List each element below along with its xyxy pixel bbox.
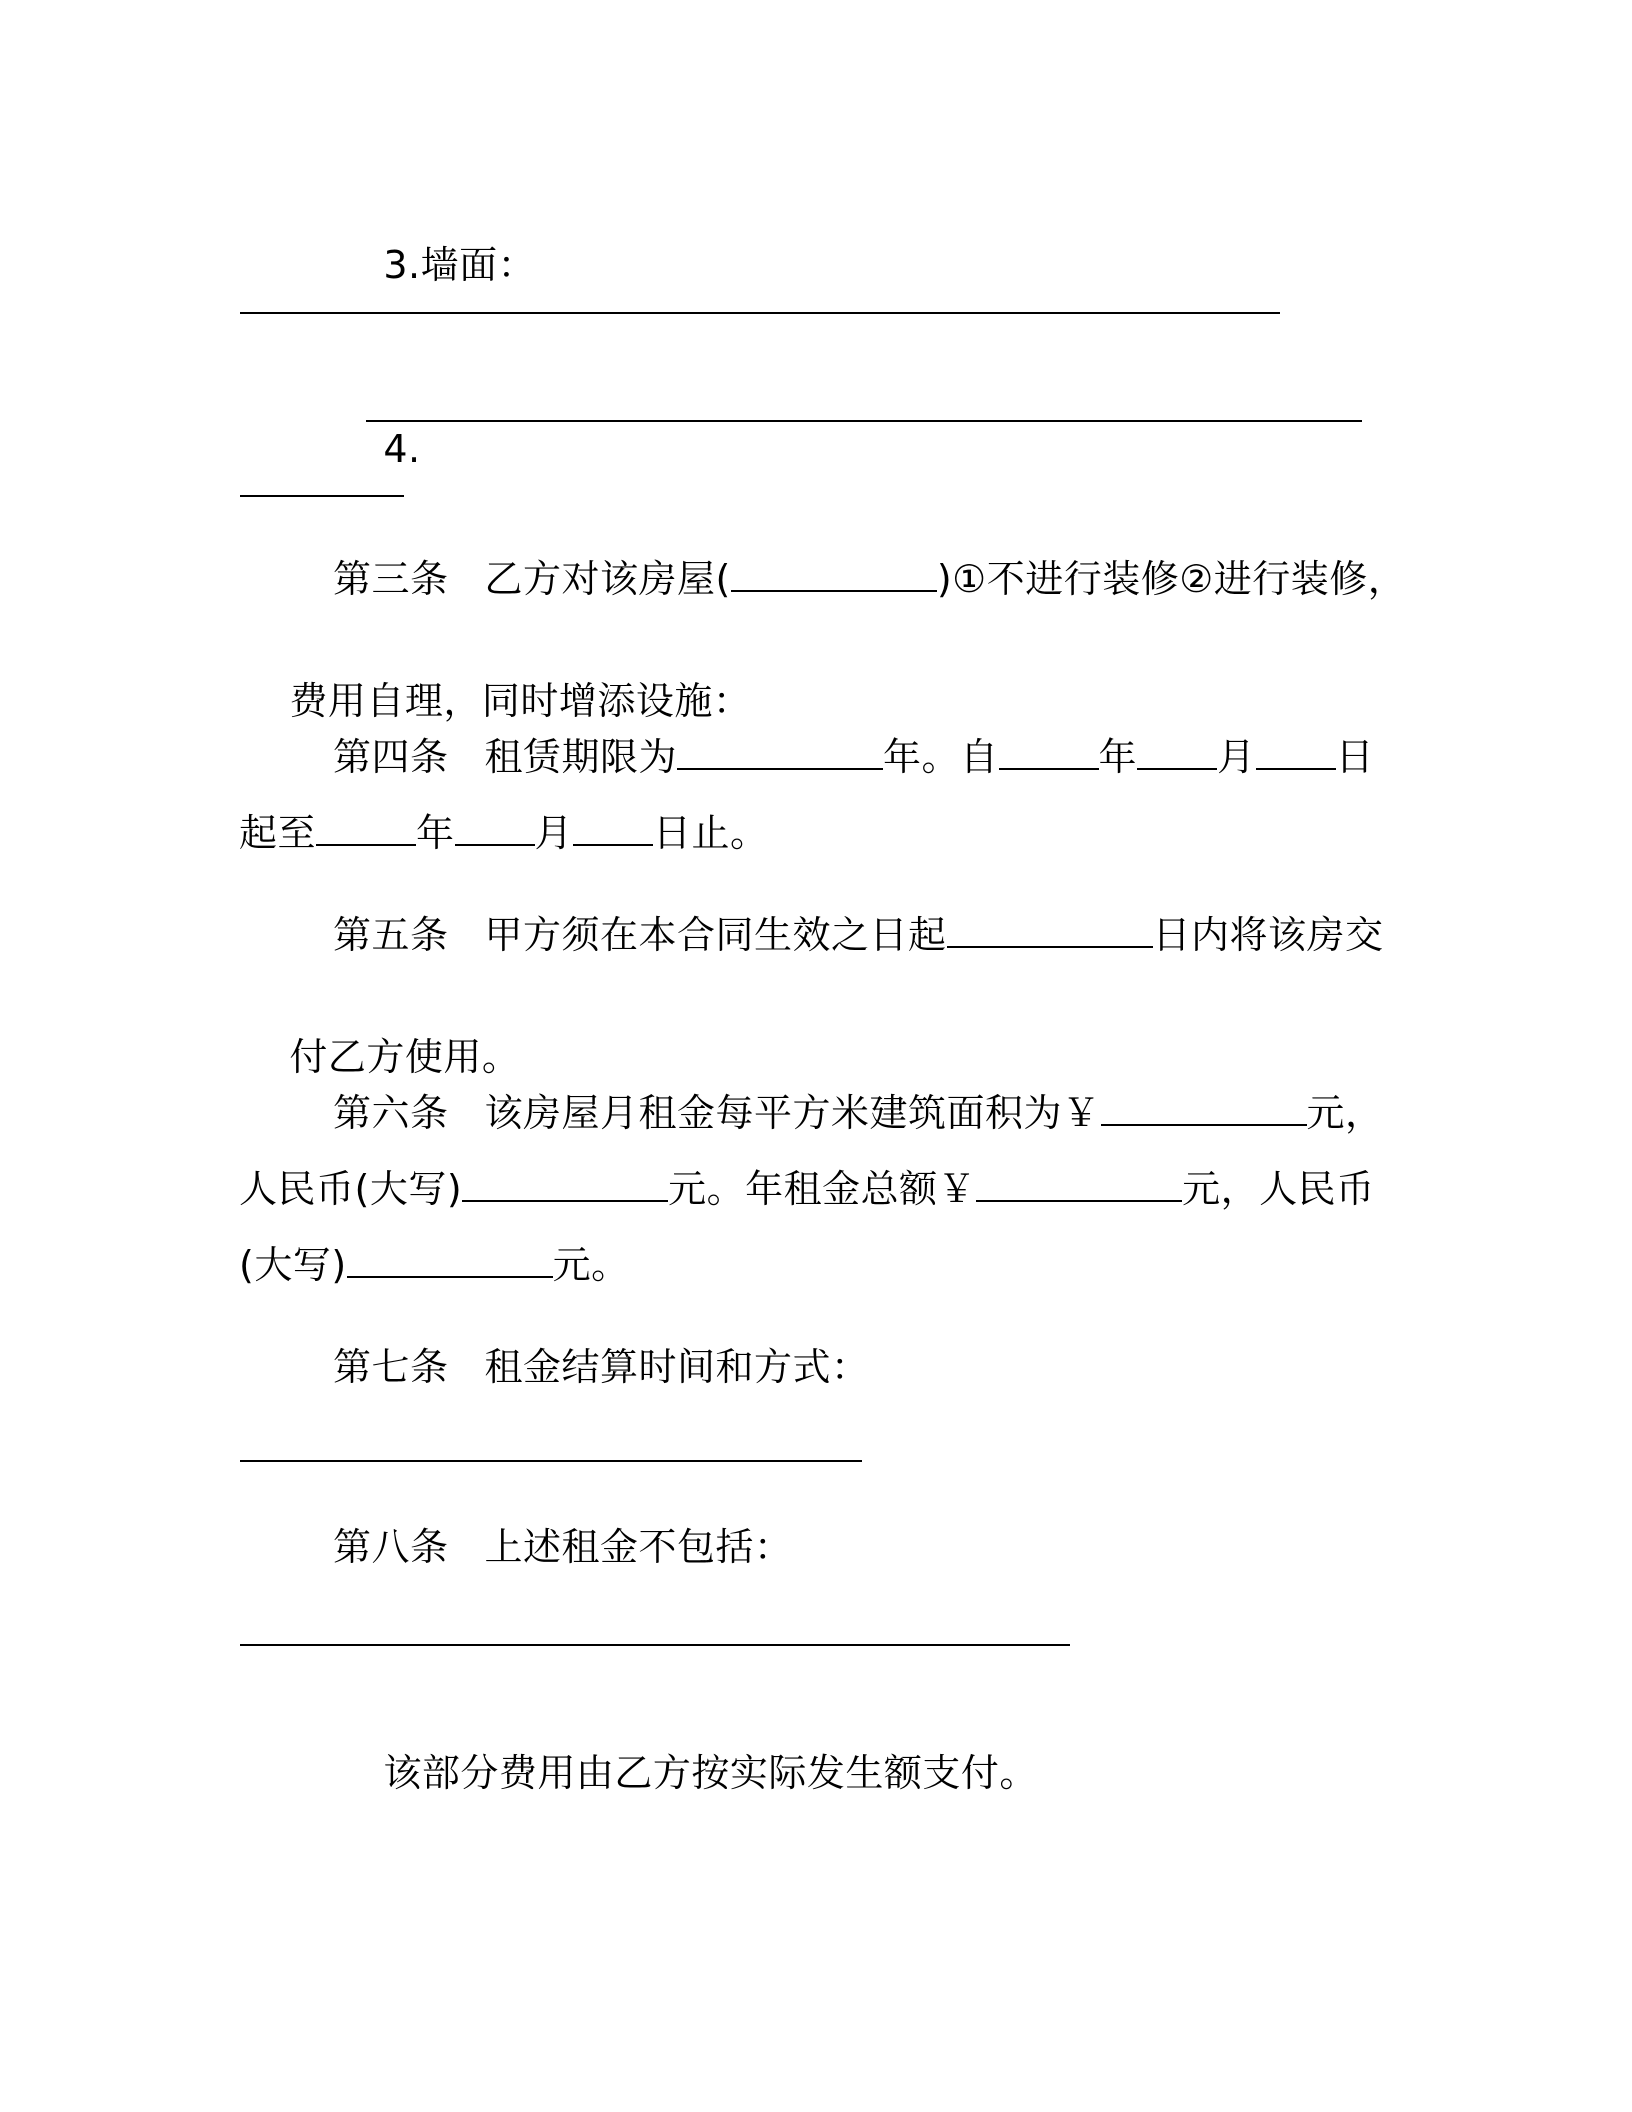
article-6-blank-monthly-rent xyxy=(1101,1090,1307,1126)
article-4-line2-text-1: 起至 xyxy=(239,811,317,855)
article-4-blank-years xyxy=(677,734,883,770)
article-4-text-3: 年 xyxy=(1098,735,1138,779)
article-4-blank-start-month xyxy=(1137,734,1217,770)
article-3-blank xyxy=(731,556,937,592)
article-4-text-4: 月 xyxy=(1217,735,1256,779)
article-5-line-1 xyxy=(333,912,1384,958)
article-5-blank-days xyxy=(947,912,1153,948)
article-6-line3-text-2: 元。 xyxy=(552,1243,630,1287)
article-3-line-1 xyxy=(333,556,1406,602)
article-4-line2-text-4: 日止。 xyxy=(653,811,769,855)
article-4-line-1 xyxy=(333,734,1374,780)
closing-text: 该部分费用由乙方按实际发生额支付。 xyxy=(383,1751,1038,1795)
article-8-fill-line xyxy=(240,1644,1070,1646)
article-7-text: 租金结算时间和方式： xyxy=(484,1345,870,1389)
article-6-line2-text-2: 元。年租金总额￥ xyxy=(668,1167,977,1211)
article-7-heading: 第七条 xyxy=(333,1345,449,1389)
article-5-text-line2: 付乙方使用。 xyxy=(289,1035,521,1079)
article-4-blank-start-day xyxy=(1256,734,1336,770)
article-6-blank-annual-rent xyxy=(976,1166,1182,1202)
article-5-heading: 第五条 xyxy=(333,913,449,957)
article-4-text-1: 租赁期限为 xyxy=(484,735,678,779)
article-3-text-line2: 费用自理，同时增添设施： xyxy=(289,679,752,723)
article-4-heading: 第四条 xyxy=(333,735,449,779)
article-8-text: 上述租金不包括： xyxy=(484,1525,793,1569)
closing-line xyxy=(333,1704,1038,1842)
article-4-blank-end-month xyxy=(455,810,535,846)
article-4-text-5: 日 xyxy=(1335,735,1375,779)
article-4-blank-start-year xyxy=(999,734,1099,770)
article-6-line2-text-1: 人民币(大写) xyxy=(239,1167,463,1211)
article-6-line-2 xyxy=(239,1166,1375,1212)
article-3-heading: 第三条 xyxy=(333,557,449,601)
article-6-blank-monthly-rent-words xyxy=(462,1166,668,1202)
item-3-fill-line xyxy=(240,312,1280,314)
article-4-line2-text-3: 月 xyxy=(534,811,574,855)
item-4-fill-line-cont xyxy=(240,495,404,497)
article-6-line-1 xyxy=(333,1090,1384,1136)
article-8-line-1 xyxy=(333,1524,793,1570)
article-4-line2-text-2: 年 xyxy=(416,811,455,855)
article-6-line-3 xyxy=(239,1242,630,1288)
item-4-text: 4. xyxy=(383,427,421,471)
article-6-blank-annual-rent-words xyxy=(347,1242,553,1278)
article-6-line2-text-3: 元，人民币 xyxy=(1182,1167,1375,1211)
article-7-fill-line xyxy=(240,1460,862,1462)
article-3-text-b: )①不进行装修②进行装修， xyxy=(936,557,1407,601)
article-4-line-2 xyxy=(239,810,769,856)
item-3-text: 3.墙面： xyxy=(383,243,537,287)
article-6-heading: 第六条 xyxy=(333,1091,449,1135)
item-4-label xyxy=(333,380,421,518)
article-4-blank-end-year xyxy=(316,810,416,846)
article-7-line-1 xyxy=(333,1344,870,1390)
article-5-text-1: 甲方须在本合同生效之日起 xyxy=(484,913,947,957)
article-3-text-a: 乙方对该房屋( xyxy=(484,557,731,601)
article-4-blank-end-day xyxy=(573,810,653,846)
article-6-text-1: 该房屋月租金每平方米建筑面积为￥ xyxy=(484,1091,1101,1135)
article-4-text-2: 年。自 xyxy=(883,735,999,779)
article-5-text-2: 日内将该房交 xyxy=(1152,913,1384,957)
item-4-fill-line xyxy=(366,420,1362,422)
article-8-heading: 第八条 xyxy=(333,1525,449,1569)
article-6-line3-text-1: (大写) xyxy=(239,1243,347,1287)
article-6-text-2: 元， xyxy=(1306,1091,1384,1135)
